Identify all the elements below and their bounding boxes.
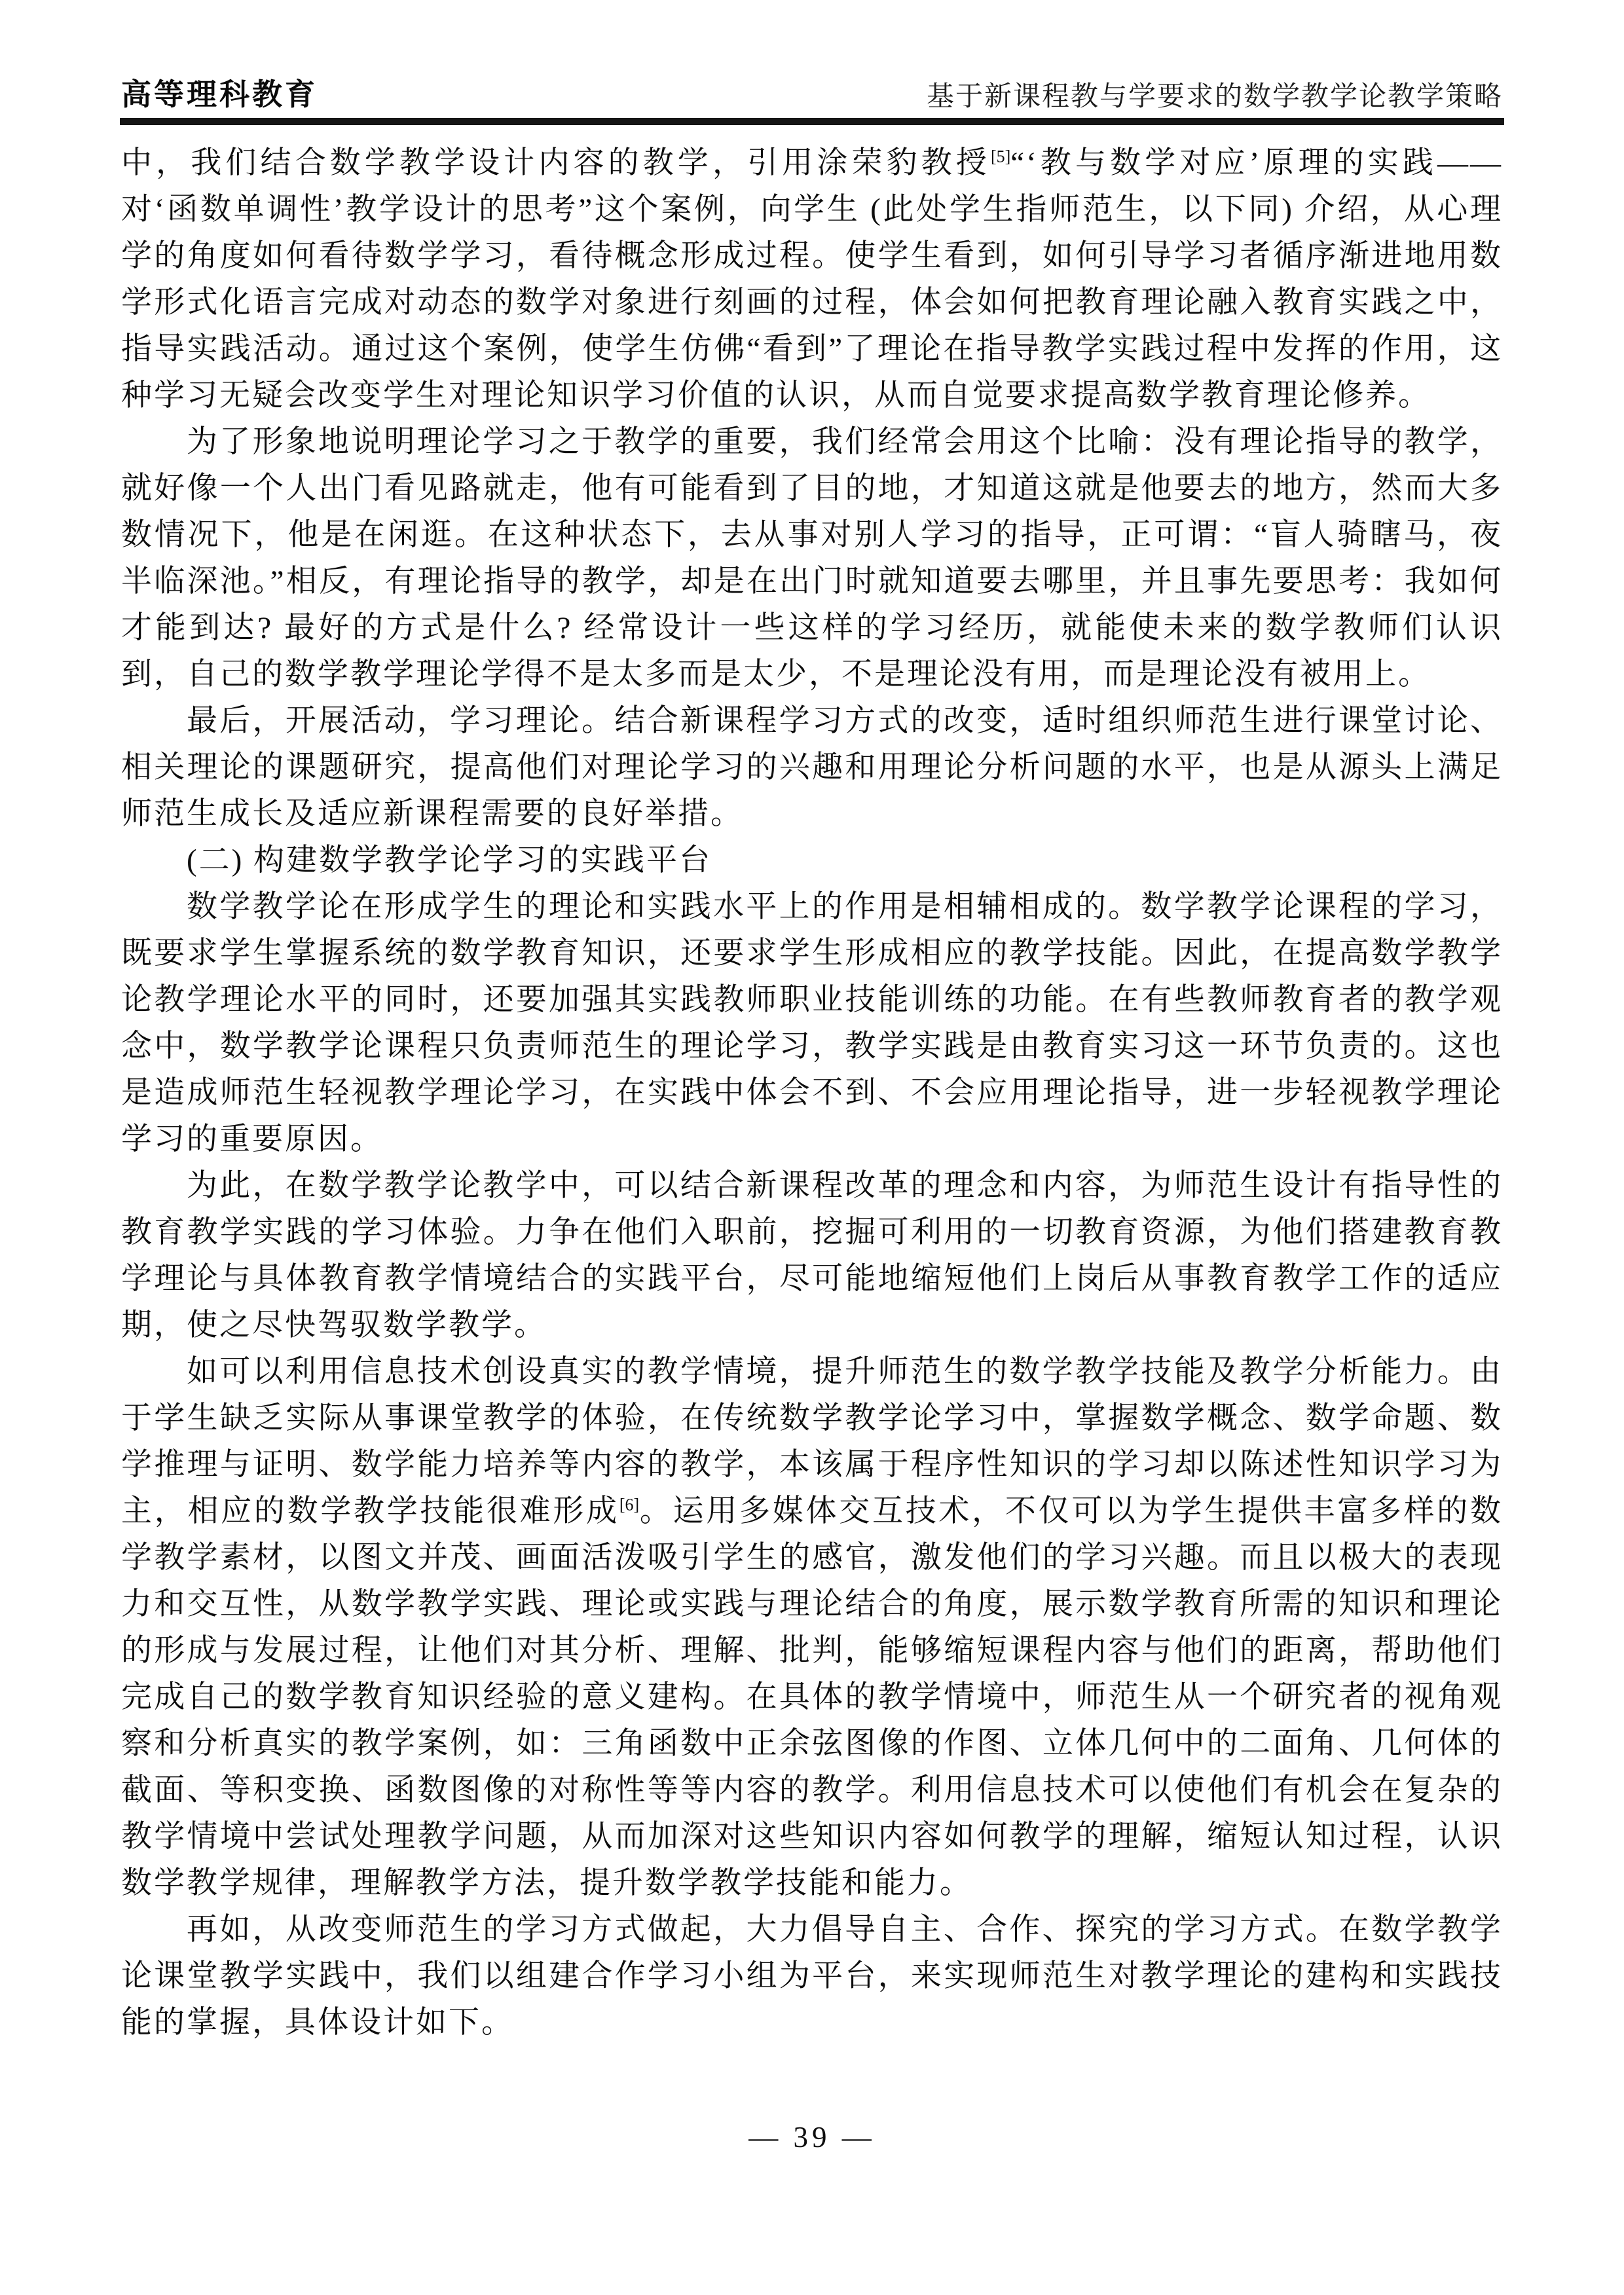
- paragraph-text: 中，我们结合数学教学设计内容的教学，引用涂荣豹教授: [121, 146, 991, 180]
- paragraph-text: 。运用多媒体交互技术，不仅可以为学生提供丰富多样的数学教学素材，以图文并茂、画面活泼吸引学生的感官，激发他们的学习兴趣。而且以极大的表现力和交互性，从数学教学实践、理论或实践与理论结合的角度，展示数学教育所需的知识和理论的形成与发展过程，让他们对其分析、理解、批判，能够缩短课程内容与他们的距离，帮助他们完成自己的数学教育知识经验的意义建构。在具体的教学情境中，师范生从一个研究者的视角观察和分析真实的教学案例，如：三角函数中正余弦图像的作图、立体几何中的二面角、几何体的截面、等积变换、函数图像的对称性等等内容的教学。利用信息技术可以使他们有机会在复杂的教学情境中尝试处理教学问题，从而加深对这些知识内容如何教学的理解，缩短认知过程，认识数学教学规律，理解教学方法，提升数学教学技能和能力。: [121, 1494, 1504, 1900]
- paragraph: [121, 419, 1503, 698]
- paragraph: [121, 884, 1503, 1163]
- paragraph-text: 为了形象地说明理论学习之于教学的重要，我们经常会用这个比喻：没有理论指导的教学，就好像一个人出门看见路就走，他有可能看到了目的地，才知道这就是他要去的地方，然而大多数情况下，他是在闲逛。在这种状态下，去从事对别人学习的指导，正可谓：“盲人骑瞎马，夜半临深池。”相反，有理论指导的教学，却是在出门时就知道要去哪里，并且事先要思考：我如何才能到达? 最好的方式是什么? 经常设计一些这样的学习经历，就能使未来的数学教师们认识到，自己的数学教学理论学得不是太多而是太少，不是理论没有用，而是理论没有被用上。: [121, 425, 1503, 691]
- paragraph-text: 如可以利用信息技术创设真实的教学情境，提升师范生的数学教学技能及教学分析能力。由于学生缺乏实际从事课堂教学的体验，在传统数学教学论学习中，掌握数学概念、数学命题、数学推理与证明、数学能力培养等内容的教学，本该属于程序性知识的学习却以陈述性知识学习为主，相应的数学教学技能很难形成: [121, 1355, 1503, 1528]
- paragraph: [121, 1907, 1503, 2046]
- header-rule: [120, 118, 1504, 125]
- page-header: [121, 71, 1503, 114]
- page-number: — 39 —: [748, 2121, 876, 2154]
- paragraph-continuation: [121, 140, 1503, 419]
- section-heading-text: (二) 构建数学教学论学习的实践平台: [187, 843, 712, 877]
- paragraph-text: 数学教学论在形成学生的理论和实践水平上的作用是相辅相成的。数学教学论课程的学习，既要求学生掌握系统的数学教育知识，还要求学生形成相应的教学技能。因此，在提高数学教学论教学理论水平的同时，还要加强其实践教师职业技能训练的功能。在有些教师教育者的教学观念中，数学教学论课程只负责师范生的理论学习，教学实践是由教育实习这一环节负责的。这也是造成师范生轻视教学理论学习，在实践中体会不到、不会应用理论指导，进一步轻视教学理论学习的重要原因。: [121, 890, 1503, 1156]
- paragraph-text: “‘教与数学对应’原理的实践——对‘函数单调性’教学设计的思考”这个案例，向学生 (此处学生指师范生，以下同) 介绍，从心理学的角度如何看待数学学习，看待概念形成过程。使学生看到，如何引导学习者循序渐进地用数学形式化语言完成对动态的数学对象进行刻画的过程，体会如何把教育理论融入教育实践之中，指导实践活动。通过这个案例，使学生仿佛“看到”了理论在指导教学实践过程中发挥的作用，这种学习无疑会改变学生对理论知识学习价值的认识，从而自觉要求提高数学教育理论修养。: [121, 146, 1503, 413]
- article-body: [121, 140, 1503, 2046]
- paragraph: [121, 1163, 1503, 1349]
- section-heading: [121, 837, 1503, 884]
- paragraph: [121, 1349, 1503, 1907]
- citation-ref-5: [5]: [990, 147, 1011, 166]
- paragraph-text: 最后，开展活动，学习理论。结合新课程学习方式的改变，适时组织师范生进行课堂讨论、相关理论的课题研究，提高他们对理论学习的兴趣和用理论分析问题的水平，也是从源头上满足师范生成长及适应新课程需要的良好举措。: [121, 704, 1503, 831]
- citation-ref-6: [6]: [619, 1495, 640, 1515]
- paragraph-text: 再如，从改变师范生的学习方式做起，大力倡导自主、合作、探究的学习方式。在数学教学论课堂教学实践中，我们以组建合作学习小组为平台，来实现师范生对教学理论的建构和实践技能的掌握，具体设计如下。: [121, 1913, 1503, 2040]
- page-footer: [0, 2120, 1624, 2154]
- journal-name: 高等理科教育: [121, 77, 318, 111]
- paragraph: [121, 698, 1503, 837]
- running-title: 基于新课程教与学要求的数学教学论教学策略: [926, 82, 1503, 112]
- paragraph-text: 为此，在数学教学论教学中，可以结合新课程改革的理念和内容，为师范生设计有指导性的教育教学实践的学习体验。力争在他们入职前，挖掘可利用的一切教育资源，为他们搭建教育教学理论与具体教育教学情境结合的实践平台，尽可能地缩短他们上岗后从事教育教学工作的适应期，使之尽快驾驭数学教学。: [121, 1169, 1503, 1342]
